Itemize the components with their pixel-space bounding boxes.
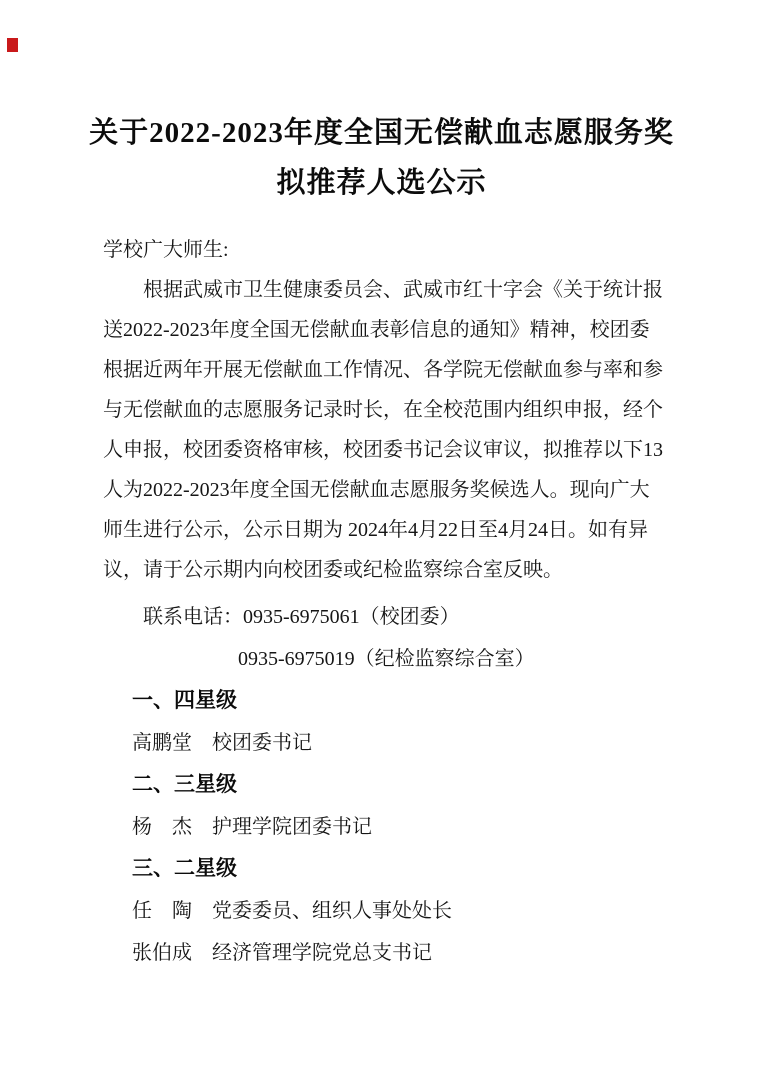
paragraph-line: 师生进行公示，公示日期为 2024年4月22日至4月24日。如有异 [103, 519, 648, 541]
intro-paragraph [103, 270, 665, 590]
document-title [0, 0, 763, 208]
section-heading-two-star: 三、二星级 [132, 857, 237, 880]
contact-phone-youth-league: 联系电话：0935-6975061（校团委） [143, 606, 460, 628]
document-body [0, 230, 763, 974]
paragraph-line: 送2022-2023年度全国无偿献血表彰信息的通知》精神，校团委 [103, 319, 650, 341]
section-heading-three-star: 二、三星级 [132, 773, 237, 796]
paragraph-line: 根据近两年开展无偿献血工作情况、各学院无偿献血参与率和参 [103, 359, 663, 381]
section-heading-four-star: 一、四星级 [132, 689, 237, 712]
title-line-1: 关于2022-2023年度全国无偿献血志愿服务奖 [89, 117, 674, 149]
paragraph-line: 人申报，校团委资格审核，校团委书记会议审议，拟推荐以下13 [103, 439, 663, 461]
paragraph-line: 议，请于公示期内向校团委或纪检监察综合室反映。 [103, 559, 563, 581]
candidate-row: 杨 杰 护理学院团委书记 [132, 816, 372, 838]
contact-and-candidate-list [103, 596, 665, 974]
paragraph-line: 人为2022-2023年度全国无偿献血志愿服务奖候选人。现向广大 [103, 479, 650, 501]
candidate-row: 任 陶 党委委员、组织人事处处长 [132, 900, 452, 922]
title-line-2: 拟推荐人选公示 [276, 167, 487, 199]
paragraph-line: 与无偿献血的志愿服务记录时长，在全校范围内组织申报，经个 [103, 399, 663, 421]
candidate-row: 张伯成 经济管理学院党总支书记 [132, 942, 432, 964]
salutation: 学校广大师生: [103, 239, 229, 261]
candidate-row: 高鹏堂 校团委书记 [132, 732, 312, 754]
contact-phone-discipline-office: 0935-6975019（纪检监察综合室） [238, 648, 535, 670]
red-corner-mark [7, 38, 18, 52]
paragraph-line: 根据武威市卫生健康委员会、武威市红十字会《关于统计报 [143, 279, 663, 301]
